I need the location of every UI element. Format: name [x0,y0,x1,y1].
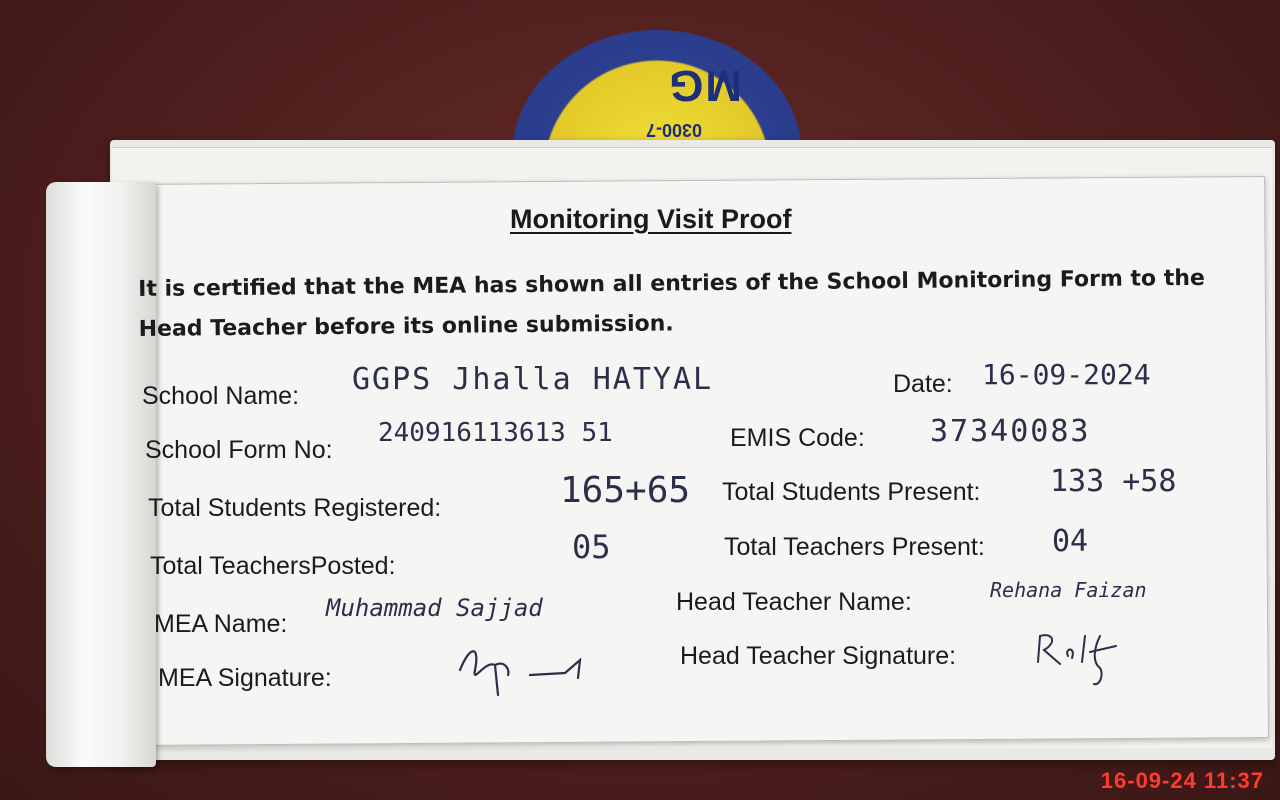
teachers-present-value: 04 [1052,524,1089,559]
emis-code-label: EMIS Code: [730,424,865,452]
school-name-value: GGPS Jhalla HATYAL [352,362,714,397]
sticker-line2: 0300-7 [645,120,702,140]
head-teacher-signature [1030,628,1140,690]
students-registered-label: Total Students Registered: [148,494,442,522]
students-registered-value: 165+65 [560,470,691,511]
form-title: Monitoring Visit Proof [510,204,792,234]
photo-timestamp: 16-09-24 11:37 [1100,768,1264,793]
emis-code-value: 37340083 [930,414,1091,449]
school-name-label: School Name: [142,382,300,410]
school-form-no-value: 240916113613 51 [378,418,613,448]
school-form-no-label: School Form No: [145,436,333,464]
teachers-posted-label: Total TeachersPosted: [150,552,396,580]
mea-signature-label: MEA Signature: [158,664,332,692]
mea-name-value: Muhammad Sajjad [326,594,543,622]
head-teacher-name-label: Head Teacher Name: [676,588,912,616]
teachers-present-label: Total Teachers Present: [724,533,985,561]
students-present-value: 133 +58 [1050,464,1177,499]
teachers-posted-value: 05 [572,528,611,566]
head-teacher-name-value: Rehana Faizan [990,578,1147,602]
students-present-label: Total Students Present: [722,478,981,506]
date-value: 16-09-2024 [982,358,1151,391]
sticker-line3: MG [667,61,742,110]
head-teacher-signature-label: Head Teacher Signature: [680,642,957,670]
mea-signature [450,640,590,700]
mea-name-label: MEA Name: [154,610,288,638]
date-label: Date: [893,370,953,398]
certification-text: It is certified that the MEA has shown all entries of the School Monitoring Form to the Head Teacher before its online submission. [138,265,1205,342]
